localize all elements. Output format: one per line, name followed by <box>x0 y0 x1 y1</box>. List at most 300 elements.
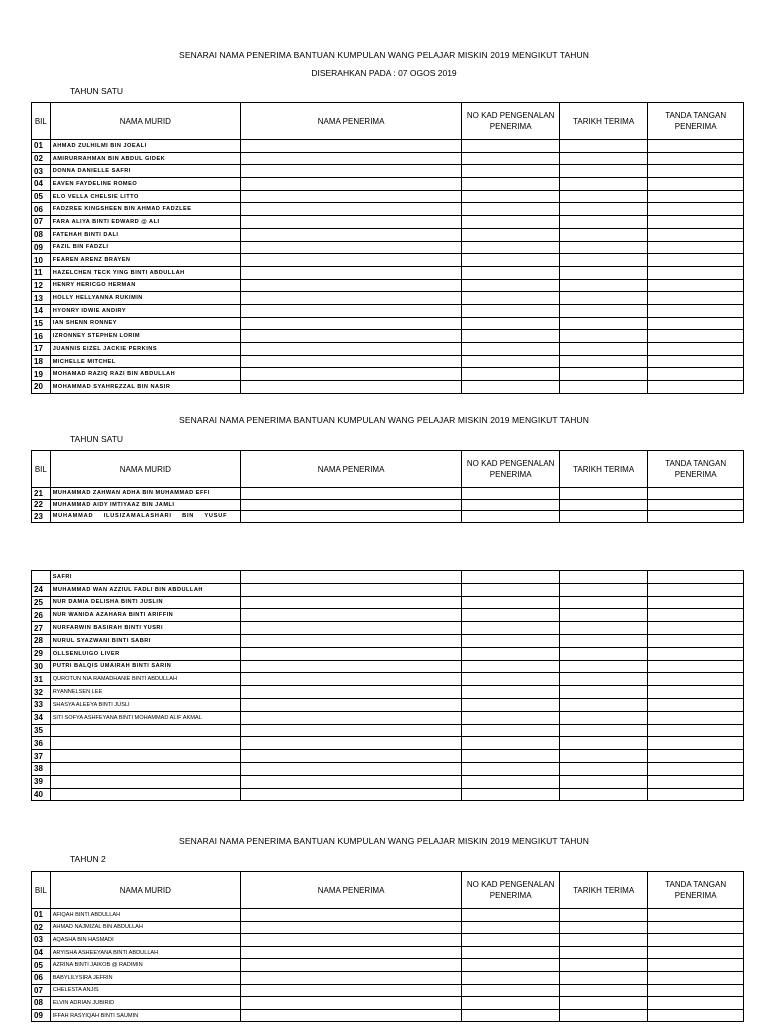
student-name: AHMAD ZULHILMI BIN JOEALI <box>50 140 240 153</box>
date-received-cell <box>560 750 648 763</box>
recipient-table <box>31 102 744 394</box>
table-row <box>32 934 744 947</box>
signature-cell <box>648 203 744 216</box>
student-name: HENRY HERICGO HERMAN <box>50 279 240 292</box>
student-name: MOHAMMAD SYAHREZZAL BIN NASIR <box>50 381 240 394</box>
signature-cell <box>648 934 744 947</box>
recipient-name-cell <box>240 788 461 801</box>
date-received-cell <box>560 971 648 984</box>
student-name: MUHAMMAD AIDY IMTIYAAZ BIN JAMLI <box>50 499 240 511</box>
recipient-name-cell <box>240 698 461 711</box>
ic-number-cell <box>462 596 560 609</box>
ic-number-cell <box>462 178 560 191</box>
recipient-name-cell <box>240 330 461 343</box>
row-number: 03 <box>32 165 51 178</box>
ic-number-cell <box>462 788 560 801</box>
signature-cell <box>648 711 744 724</box>
row-number: 07 <box>32 216 51 229</box>
table-header-row <box>32 451 744 488</box>
recipient-name-cell <box>240 660 461 673</box>
recipient-name-cell <box>240 724 461 737</box>
signature-cell <box>648 686 744 699</box>
signature-cell <box>648 266 744 279</box>
recipient-name-cell <box>240 1009 461 1022</box>
date-received-cell <box>560 304 648 317</box>
ic-number-cell <box>462 190 560 203</box>
row-number: 38 <box>32 762 51 775</box>
table-row <box>32 711 744 724</box>
table-row <box>32 304 744 317</box>
row-number: 01 <box>32 909 51 922</box>
student-name: RYANNELSEN LEE <box>50 686 240 699</box>
recipient-name-cell <box>240 609 461 622</box>
row-number: 11 <box>32 266 51 279</box>
recipient-name-cell <box>240 343 461 356</box>
ic-number-cell <box>462 488 560 500</box>
recipient-name-cell <box>240 266 461 279</box>
col-header-signature: TANDA TANGAN PENERIMA <box>648 872 744 909</box>
table-row <box>32 775 744 788</box>
table-row <box>32 254 744 267</box>
date-received-cell <box>560 946 648 959</box>
recipient-name-cell <box>240 488 461 500</box>
ic-number-cell <box>462 368 560 381</box>
ic-number-cell <box>462 343 560 356</box>
ic-number-cell <box>462 203 560 216</box>
row-number: 01 <box>32 140 51 153</box>
student-name: HOLLY HELLYANNA RUKIMIN <box>50 292 240 305</box>
col-header-date-received: TARIKH TERIMA <box>560 103 648 140</box>
date-received-cell <box>560 959 648 972</box>
table-row <box>32 909 744 922</box>
student-name: EAVEN FAYDELINE ROMEO <box>50 178 240 191</box>
date-received-cell <box>560 909 648 922</box>
date-received-cell <box>560 634 648 647</box>
date-received-cell <box>560 279 648 292</box>
student-name <box>50 724 240 737</box>
recipient-name-cell <box>240 317 461 330</box>
signature-cell <box>648 971 744 984</box>
year-label: TAHUN 2 <box>70 854 106 864</box>
date-received-cell <box>560 228 648 241</box>
signature-cell <box>648 647 744 660</box>
student-name: SITI SOFYA ASHFEYANA BINTI MOHAMMAD ALIF AKMAL <box>50 711 240 724</box>
table-row <box>32 488 744 500</box>
table-row <box>32 279 744 292</box>
student-name: NUR WANIDA AZAHARA BINTI ARIFFIN <box>50 609 240 622</box>
ic-number-cell <box>462 921 560 934</box>
signature-cell <box>648 622 744 635</box>
recipient-name-cell <box>240 934 461 947</box>
signature-cell <box>648 984 744 997</box>
signature-cell <box>648 762 744 775</box>
table-row <box>32 622 744 635</box>
student-name: MUHAMMAD WAN AZZIUL FADLI BIN ABDULLAH <box>50 583 240 596</box>
student-name: MICHELLE MITCHEL <box>50 355 240 368</box>
row-number: 12 <box>32 279 51 292</box>
document-title: SENARAI NAMA PENERIMA BANTUAN KUMPULAN WANG PELAJAR MISKIN 2019 MENGIKUT TAHUN <box>179 50 589 60</box>
table-row <box>32 788 744 801</box>
col-header-bil: BIL <box>32 103 51 140</box>
signature-cell <box>648 499 744 511</box>
date-received-cell <box>560 368 648 381</box>
date-received-cell <box>560 647 648 660</box>
table-row <box>32 317 744 330</box>
date-received-cell <box>560 622 648 635</box>
signature-cell <box>648 343 744 356</box>
signature-cell <box>648 330 744 343</box>
recipient-name-cell <box>240 673 461 686</box>
signature-cell <box>648 241 744 254</box>
date-received-cell <box>560 788 648 801</box>
row-number: 03 <box>32 934 51 947</box>
row-number: 39 <box>32 775 51 788</box>
row-number: 17 <box>32 343 51 356</box>
date-received-cell <box>560 660 648 673</box>
signature-cell <box>648 673 744 686</box>
recipient-name-cell <box>240 984 461 997</box>
ic-number-cell <box>462 511 560 523</box>
date-received-cell <box>560 571 648 584</box>
row-number: 30 <box>32 660 51 673</box>
row-number: 09 <box>32 241 51 254</box>
date-received-cell <box>560 724 648 737</box>
signature-cell <box>648 279 744 292</box>
table-row <box>32 946 744 959</box>
signature-cell <box>648 571 744 584</box>
student-name: ELVIN ADRIAN JUBIRID <box>50 997 240 1010</box>
student-name: NURFARWIN BASIRAH BINTI YUSRI <box>50 622 240 635</box>
ic-number-cell <box>462 330 560 343</box>
table-row <box>32 330 744 343</box>
recipient-table <box>31 871 744 1022</box>
recipient-name-cell <box>240 355 461 368</box>
col-header-recipient-name: NAMA PENERIMA <box>240 103 461 140</box>
table-row <box>32 165 744 178</box>
date-received-cell <box>560 511 648 523</box>
student-name: MOHAMAD RAZIQ RAZI BIN ABDULLAH <box>50 368 240 381</box>
recipient-name-cell <box>240 909 461 922</box>
ic-number-cell <box>462 355 560 368</box>
table-row <box>32 343 744 356</box>
signature-cell <box>648 254 744 267</box>
signature-cell <box>648 946 744 959</box>
signature-cell <box>648 660 744 673</box>
recipient-name-cell <box>240 152 461 165</box>
row-number: 37 <box>32 750 51 763</box>
row-number: 15 <box>32 317 51 330</box>
row-number: 28 <box>32 634 51 647</box>
col-header-student-name: NAMA MURID <box>50 451 240 488</box>
student-name <box>50 762 240 775</box>
date-received-cell <box>560 190 648 203</box>
student-name: AZRINA BINTI JAIKOB @ RADIMIN <box>50 959 240 972</box>
student-name: FATEHAH BINTI DALI <box>50 228 240 241</box>
row-number: 40 <box>32 788 51 801</box>
table-row <box>32 959 744 972</box>
ic-number-cell <box>462 724 560 737</box>
table-row <box>32 241 744 254</box>
col-header-signature: TANDA TANGAN PENERIMA <box>648 103 744 140</box>
ic-number-cell <box>462 984 560 997</box>
ic-number-cell <box>462 934 560 947</box>
row-number: 27 <box>32 622 51 635</box>
student-name: AMIRURRAHMAN BIN ABDUL GIDEK <box>50 152 240 165</box>
student-name: ELO VELLA CHELSIE LITTO <box>50 190 240 203</box>
date-received-cell <box>560 686 648 699</box>
recipient-name-cell <box>240 304 461 317</box>
row-number <box>32 571 51 584</box>
row-number: 13 <box>32 292 51 305</box>
ic-number-cell <box>462 673 560 686</box>
row-number: 34 <box>32 711 51 724</box>
signature-cell <box>648 634 744 647</box>
submission-date: DISERAHKAN PADA : 07 OGOS 2019 <box>311 68 457 78</box>
date-received-cell <box>560 241 648 254</box>
signature-cell <box>648 775 744 788</box>
recipient-name-cell <box>240 279 461 292</box>
ic-number-cell <box>462 971 560 984</box>
date-received-cell <box>560 711 648 724</box>
student-name: NUR DAMIA DELISHA BINTI JUSLIN <box>50 596 240 609</box>
signature-cell <box>648 921 744 934</box>
table-row <box>32 583 744 596</box>
row-number: 08 <box>32 228 51 241</box>
recipient-name-cell <box>240 178 461 191</box>
col-header-ic-number: NO KAD PENGENALAN PENERIMA <box>462 451 560 488</box>
ic-number-cell <box>462 241 560 254</box>
row-number: 23 <box>32 511 51 523</box>
student-name: AQASHA BIN HASMADI <box>50 934 240 947</box>
ic-number-cell <box>462 140 560 153</box>
date-received-cell <box>560 165 648 178</box>
ic-number-cell <box>462 304 560 317</box>
student-name: QUROTUN NIA RAMADHANIE BINTI ABDULLAH <box>50 673 240 686</box>
signature-cell <box>648 959 744 972</box>
recipient-name-cell <box>240 140 461 153</box>
ic-number-cell <box>462 711 560 724</box>
student-name: OLLSENLUIGO LIVER <box>50 647 240 660</box>
student-name: CHELESTA ANJIS <box>50 984 240 997</box>
col-header-recipient-name: NAMA PENERIMA <box>240 451 461 488</box>
date-received-cell <box>560 499 648 511</box>
ic-number-cell <box>462 660 560 673</box>
table-row <box>32 368 744 381</box>
table-row <box>32 673 744 686</box>
ic-number-cell <box>462 737 560 750</box>
student-name: SAFRI <box>50 571 240 584</box>
recipient-name-cell <box>240 647 461 660</box>
document-title: SENARAI NAMA PENERIMA BANTUAN KUMPULAN WANG PELAJAR MISKIN 2019 MENGIKUT TAHUN <box>179 836 589 846</box>
signature-cell <box>648 1009 744 1022</box>
recipient-name-cell <box>240 762 461 775</box>
table-row <box>32 609 744 622</box>
col-header-bil: BIL <box>32 451 51 488</box>
student-name: PUTRI BALQIS UMAIRAH BINTI SARIN <box>50 660 240 673</box>
recipient-name-cell <box>240 228 461 241</box>
student-name: SHASYA ALEEYA BINTI JUSLI <box>50 698 240 711</box>
ic-number-cell <box>462 279 560 292</box>
row-number: 06 <box>32 971 51 984</box>
recipient-name-cell <box>240 737 461 750</box>
date-received-cell <box>560 596 648 609</box>
table-row <box>32 596 744 609</box>
student-name: FADZREE KINGSHEEN BIN AHMAD FADZLEE <box>50 203 240 216</box>
recipient-name-cell <box>240 368 461 381</box>
student-name: ARYISHA ASHEEYANA BINTI ABDULLAH <box>50 946 240 959</box>
signature-cell <box>648 304 744 317</box>
student-name: DONNA DANIELLE SAFRI <box>50 165 240 178</box>
signature-cell <box>648 190 744 203</box>
date-received-cell <box>560 330 648 343</box>
date-received-cell <box>560 775 648 788</box>
date-received-cell <box>560 292 648 305</box>
document-title: SENARAI NAMA PENERIMA BANTUAN KUMPULAN WANG PELAJAR MISKIN 2019 MENGIKUT TAHUN <box>179 415 589 425</box>
table-row <box>32 724 744 737</box>
year-label: TAHUN SATU <box>70 86 124 96</box>
table-row <box>32 355 744 368</box>
recipient-name-cell <box>240 750 461 763</box>
table-row <box>32 921 744 934</box>
table-row <box>32 381 744 394</box>
row-number: 05 <box>32 190 51 203</box>
date-received-cell <box>560 343 648 356</box>
signature-cell <box>648 216 744 229</box>
row-number: 21 <box>32 488 51 500</box>
table-row <box>32 571 744 584</box>
ic-number-cell <box>462 266 560 279</box>
col-header-bil: BIL <box>32 872 51 909</box>
row-number: 22 <box>32 499 51 511</box>
table-row <box>32 216 744 229</box>
recipient-table-continuation <box>31 570 744 801</box>
signature-cell <box>648 140 744 153</box>
table-row <box>32 634 744 647</box>
table-row <box>32 511 744 523</box>
table-row <box>32 499 744 511</box>
table-row <box>32 1009 744 1022</box>
ic-number-cell <box>462 946 560 959</box>
row-number: 04 <box>32 178 51 191</box>
signature-cell <box>648 511 744 523</box>
signature-cell <box>648 698 744 711</box>
ic-number-cell <box>462 1009 560 1022</box>
table-header-row <box>32 103 744 140</box>
recipient-name-cell <box>240 190 461 203</box>
ic-number-cell <box>462 762 560 775</box>
row-number: 25 <box>32 596 51 609</box>
signature-cell <box>648 488 744 500</box>
student-name <box>50 750 240 763</box>
date-received-cell <box>560 355 648 368</box>
table-row <box>32 152 744 165</box>
student-name <box>50 788 240 801</box>
recipient-name-cell <box>240 511 461 523</box>
date-received-cell <box>560 762 648 775</box>
table-row <box>32 737 744 750</box>
signature-cell <box>648 997 744 1010</box>
row-number: 33 <box>32 698 51 711</box>
student-name: AFIQAH BINTI ABDULLAH <box>50 909 240 922</box>
signature-cell <box>648 596 744 609</box>
row-number: 26 <box>32 609 51 622</box>
signature-cell <box>648 750 744 763</box>
signature-cell <box>648 737 744 750</box>
signature-cell <box>648 165 744 178</box>
recipient-name-cell <box>240 634 461 647</box>
ic-number-cell <box>462 959 560 972</box>
recipient-name-cell <box>240 711 461 724</box>
row-number: 31 <box>32 673 51 686</box>
row-number: 02 <box>32 152 51 165</box>
ic-number-cell <box>462 254 560 267</box>
table-row <box>32 971 744 984</box>
signature-cell <box>648 724 744 737</box>
student-name: IZRONNEY STEPHEN LORIM <box>50 330 240 343</box>
student-name: HYONRY IDWIE ANDIRY <box>50 304 240 317</box>
row-number: 29 <box>32 647 51 660</box>
table-row <box>32 228 744 241</box>
table-row <box>32 647 744 660</box>
row-number: 06 <box>32 203 51 216</box>
col-header-ic-number: NO KAD PENGENALAN PENERIMA <box>462 103 560 140</box>
row-number: 10 <box>32 254 51 267</box>
recipient-name-cell <box>240 971 461 984</box>
row-number: 24 <box>32 583 51 596</box>
row-number: 08 <box>32 997 51 1010</box>
student-name: FEAREN ARENZ BRAYEN <box>50 254 240 267</box>
signature-cell <box>648 583 744 596</box>
student-name <box>50 775 240 788</box>
date-received-cell <box>560 152 648 165</box>
signature-cell <box>648 152 744 165</box>
year-label: TAHUN SATU <box>70 434 124 444</box>
recipient-name-cell <box>240 997 461 1010</box>
row-number: 09 <box>32 1009 51 1022</box>
table-row <box>32 698 744 711</box>
recipient-name-cell <box>240 959 461 972</box>
col-header-recipient-name: NAMA PENERIMA <box>240 872 461 909</box>
date-received-cell <box>560 583 648 596</box>
signature-cell <box>648 317 744 330</box>
ic-number-cell <box>462 152 560 165</box>
signature-cell <box>648 381 744 394</box>
table-row <box>32 750 744 763</box>
student-name: BABYLILYSIRA JEFRIN <box>50 971 240 984</box>
ic-number-cell <box>462 647 560 660</box>
date-received-cell <box>560 1009 648 1022</box>
ic-number-cell <box>462 750 560 763</box>
date-received-cell <box>560 673 648 686</box>
recipient-name-cell <box>240 499 461 511</box>
ic-number-cell <box>462 499 560 511</box>
ic-number-cell <box>462 686 560 699</box>
recipient-name-cell <box>240 165 461 178</box>
signature-cell <box>648 609 744 622</box>
recipient-name-cell <box>240 596 461 609</box>
table-row <box>32 178 744 191</box>
date-received-cell <box>560 609 648 622</box>
date-received-cell <box>560 934 648 947</box>
ic-number-cell <box>462 228 560 241</box>
col-header-ic-number: NO KAD PENGENALAN PENERIMA <box>462 872 560 909</box>
row-number: 18 <box>32 355 51 368</box>
row-number: 19 <box>32 368 51 381</box>
ic-number-cell <box>462 571 560 584</box>
ic-number-cell <box>462 622 560 635</box>
date-received-cell <box>560 254 648 267</box>
recipient-name-cell <box>240 241 461 254</box>
